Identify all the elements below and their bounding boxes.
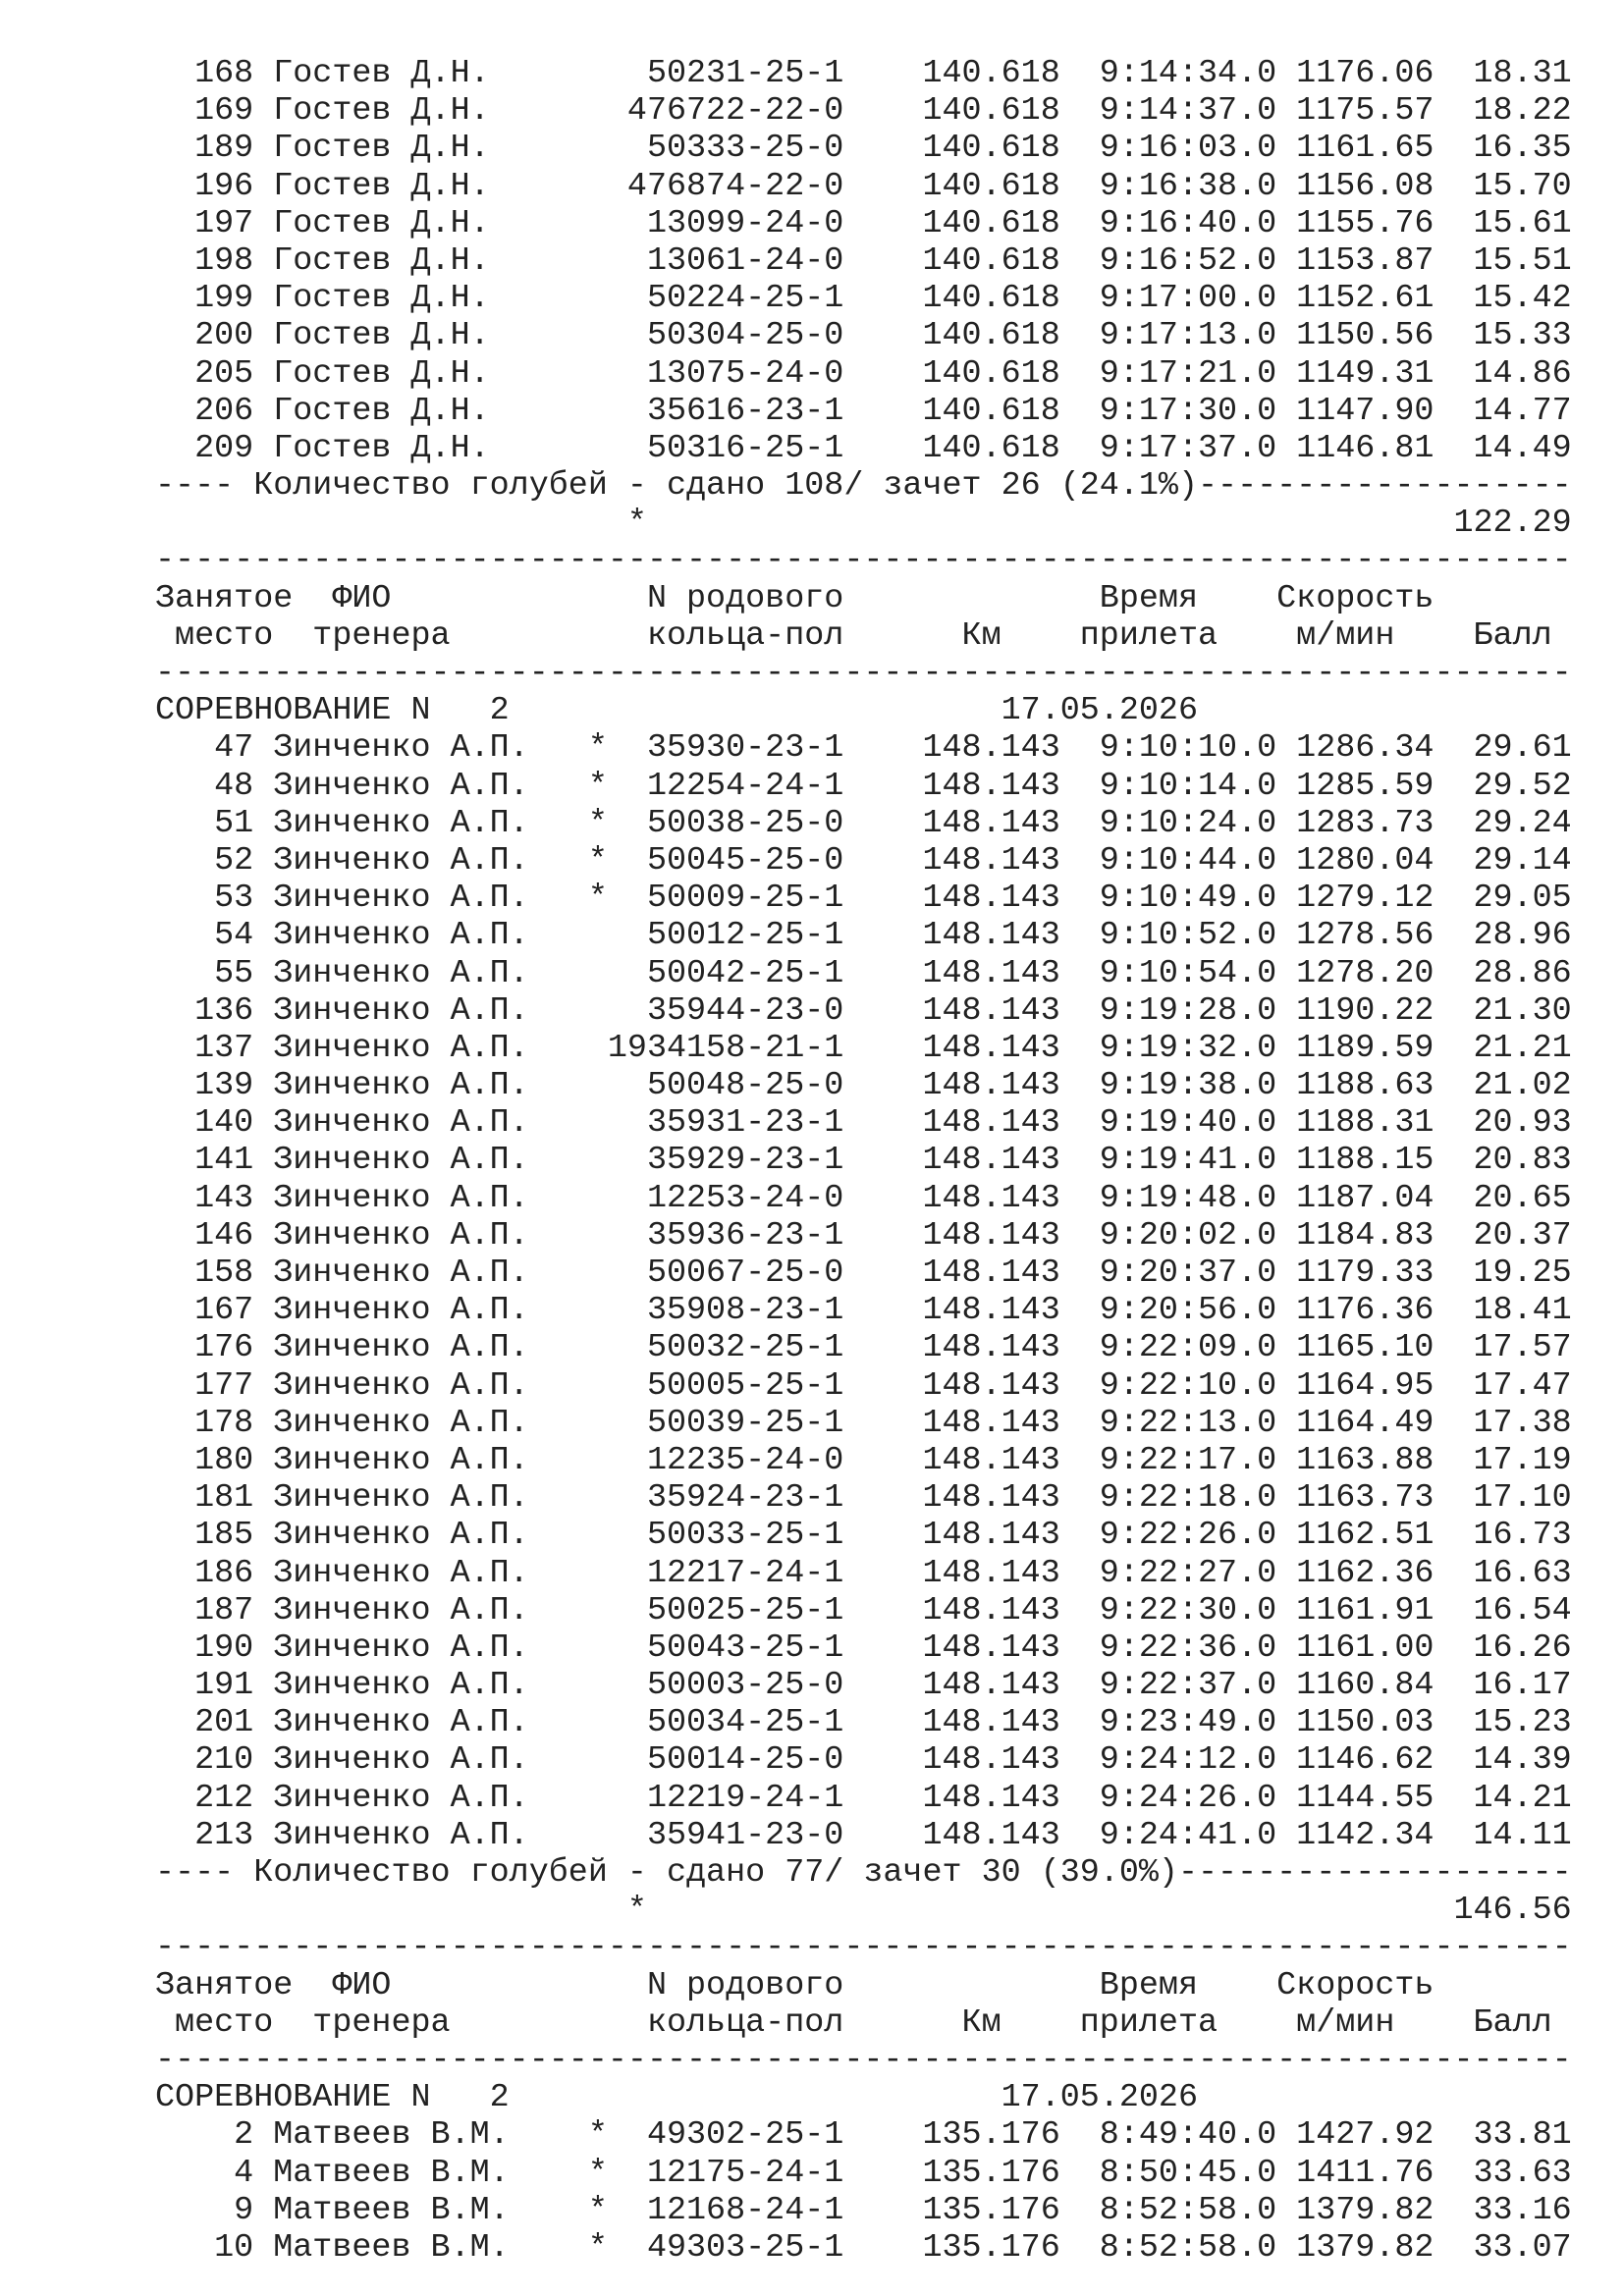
result-row: 54 Зинченко А.П. 50012-25-1 148.143 9:10:52.0 1278.56 28.96 xyxy=(155,917,1572,955)
total-line: * 122.29 xyxy=(155,505,1572,543)
competition-header: СОРЕВНОВАНИЕ N 2 17.05.2026 xyxy=(155,2079,1198,2117)
result-row: 55 Зинченко А.П. 50042-25-1 148.143 9:10:54.0 1278.20 28.86 xyxy=(155,954,1572,992)
result-row: 212 Зинченко А.П. 12219-24-1 148.143 9:24:26.0 1144.55 14.21 xyxy=(155,1779,1572,1817)
result-row: 198 Гостев Д.Н. 13061-24-0 140.618 9:16:52.0 1153.87 15.51 xyxy=(155,241,1572,280)
result-row: 52 Зинченко А.П. * 50045-25-0 148.143 9:10:44.0 1280.04 29.14 xyxy=(155,841,1572,880)
result-row: 141 Зинченко А.П. 35929-23-1 148.143 9:19:41.0 1188.15 20.83 xyxy=(155,1142,1572,1180)
result-row: 10 Матвеев В.М. * 49303-25-1 135.176 8:52:58.0 1379.82 33.07 xyxy=(155,2228,1572,2267)
result-row: 158 Зинченко А.П. 50067-25-0 148.143 9:20:37.0 1179.33 19.25 xyxy=(155,1255,1572,1292)
result-row: 190 Зинченко А.П. 50043-25-1 148.143 9:22:36.0 1161.00 16.26 xyxy=(155,1629,1572,1667)
total-line: * 146.56 xyxy=(155,1892,1572,1930)
result-row: 146 Зинченко А.П. 35936-23-1 148.143 9:20:02.0 1184.83 20.37 xyxy=(155,1216,1572,1255)
result-row: 168 Гостев Д.Н. 50231-25-1 140.618 9:14:34.0 1176.06 18.31 xyxy=(155,55,1572,92)
result-row: 178 Зинченко А.П. 50039-25-1 148.143 9:22:13.0 1164.49 17.38 xyxy=(155,1404,1572,1442)
result-row: 177 Зинченко А.П. 50005-25-1 148.143 9:22:10.0 1164.95 17.47 xyxy=(155,1366,1572,1405)
result-row: 48 Зинченко А.П. * 12254-24-1 148.143 9:10:14.0 1285.59 29.52 xyxy=(155,767,1572,805)
column-header: место тренера кольца-пол Км прилета м/мин Балл xyxy=(155,616,1552,655)
result-row: 47 Зинченко А.П. * 35930-23-1 148.143 9:10:10.0 1286.34 29.61 xyxy=(155,729,1572,768)
result-row: 139 Зинченко А.П. 50048-25-0 148.143 9:19:38.0 1188.63 21.02 xyxy=(155,1067,1572,1105)
result-row: 210 Зинченко А.П. 50014-25-0 148.143 9:24:12.0 1146.62 14.39 xyxy=(155,1741,1572,1780)
result-row: 137 Зинченко А.П. 1934158-21-1 148.143 9:19:32.0 1189.59 21.21 xyxy=(155,1029,1572,1067)
summary-line: ---- Количество голубей - сдано 108/ зачет 26 (24.1%)------------------- xyxy=(155,467,1572,506)
result-row: 200 Гостев Д.Н. 50304-25-0 140.618 9:17:13.0 1150.56 15.33 xyxy=(155,317,1572,355)
result-row: 186 Зинченко А.П. 12217-24-1 148.143 9:22:27.0 1162.36 16.63 xyxy=(155,1554,1572,1592)
result-row: 185 Зинченко А.П. 50033-25-1 148.143 9:22:26.0 1162.51 16.73 xyxy=(155,1517,1572,1555)
separator-line: ------------------------------------------------------------------------ xyxy=(155,1929,1572,1967)
result-row: 199 Гостев Д.Н. 50224-25-1 140.618 9:17:00.0 1152.61 15.42 xyxy=(155,280,1572,318)
separator-line: ------------------------------------------------------------------------ xyxy=(155,542,1572,580)
result-row: 213 Зинченко А.П. 35941-23-0 148.143 9:24:41.0 1142.34 14.11 xyxy=(155,1816,1572,1854)
result-row: 9 Матвеев В.М. * 12168-24-1 135.176 8:52:58.0 1379.82 33.16 xyxy=(155,2191,1572,2229)
result-row: 187 Зинченко А.П. 50025-25-1 148.143 9:22:30.0 1161.91 16.54 xyxy=(155,1591,1572,1629)
results-printout xyxy=(155,55,1572,2267)
result-row: 167 Зинченко А.П. 35908-23-1 148.143 9:20:56.0 1176.36 18.41 xyxy=(155,1292,1572,1330)
result-row: 51 Зинченко А.П. * 50038-25-0 148.143 9:10:24.0 1283.73 29.24 xyxy=(155,804,1572,842)
separator-line: ------------------------------------------------------------------------ xyxy=(155,2041,1572,2079)
result-row: 181 Зинченко А.П. 35924-23-1 148.143 9:22:18.0 1163.73 17.10 xyxy=(155,1479,1572,1518)
result-row: 143 Зинченко А.П. 12253-24-0 148.143 9:19:48.0 1187.04 20.65 xyxy=(155,1179,1572,1217)
result-row: 4 Матвеев В.М. * 12175-24-1 135.176 8:50:45.0 1411.76 33.63 xyxy=(155,2154,1572,2192)
result-row: 180 Зинченко А.П. 12235-24-0 148.143 9:22:17.0 1163.88 17.19 xyxy=(155,1441,1572,1479)
result-row: 189 Гостев Д.Н. 50333-25-0 140.618 9:16:03.0 1161.65 16.35 xyxy=(155,130,1572,168)
result-row: 176 Зинченко А.П. 50032-25-1 148.143 9:22:09.0 1165.10 17.57 xyxy=(155,1329,1572,1367)
result-row: 197 Гостев Д.Н. 13099-24-0 140.618 9:16:40.0 1155.76 15.61 xyxy=(155,204,1572,242)
separator-line: ------------------------------------------------------------------------ xyxy=(155,655,1572,692)
column-header: место тренера кольца-пол Км прилета м/мин Балл xyxy=(155,2003,1552,2042)
column-header: Занятое ФИО N родового Время Скорость xyxy=(155,579,1435,617)
result-row: 191 Зинченко А.П. 50003-25-0 148.143 9:22:37.0 1160.84 16.17 xyxy=(155,1667,1572,1705)
summary-line: ---- Количество голубей - сдано 77/ зачет 30 (39.0%)-------------------- xyxy=(155,1854,1572,1892)
column-header: Занятое ФИО N родового Время Скорость xyxy=(155,1966,1435,2004)
result-row: 169 Гостев Д.Н. 476722-22-0 140.618 9:14:37.0 1175.57 18.22 xyxy=(155,92,1572,131)
result-row: 206 Гостев Д.Н. 35616-23-1 140.618 9:17:30.0 1147.90 14.77 xyxy=(155,392,1572,430)
competition-header: СОРЕВНОВАНИЕ N 2 17.05.2026 xyxy=(155,692,1198,730)
result-row: 205 Гостев Д.Н. 13075-24-0 140.618 9:17:21.0 1149.31 14.86 xyxy=(155,354,1572,393)
result-row: 136 Зинченко А.П. 35944-23-0 148.143 9:19:28.0 1190.22 21.30 xyxy=(155,991,1572,1030)
result-row: 209 Гостев Д.Н. 50316-25-1 140.618 9:17:37.0 1146.81 14.49 xyxy=(155,429,1572,467)
result-row: 140 Зинченко А.П. 35931-23-1 148.143 9:19:40.0 1188.31 20.93 xyxy=(155,1104,1572,1143)
result-row: 2 Матвеев В.М. * 49302-25-1 135.176 8:49:40.0 1427.92 33.81 xyxy=(155,2116,1572,2155)
result-row: 53 Зинченко А.П. * 50009-25-1 148.143 9:10:49.0 1279.12 29.05 xyxy=(155,880,1572,918)
result-row: 201 Зинченко А.П. 50034-25-1 148.143 9:23:49.0 1150.03 15.23 xyxy=(155,1704,1572,1742)
result-row: 196 Гостев Д.Н. 476874-22-0 140.618 9:16:38.0 1156.08 15.70 xyxy=(155,167,1572,205)
